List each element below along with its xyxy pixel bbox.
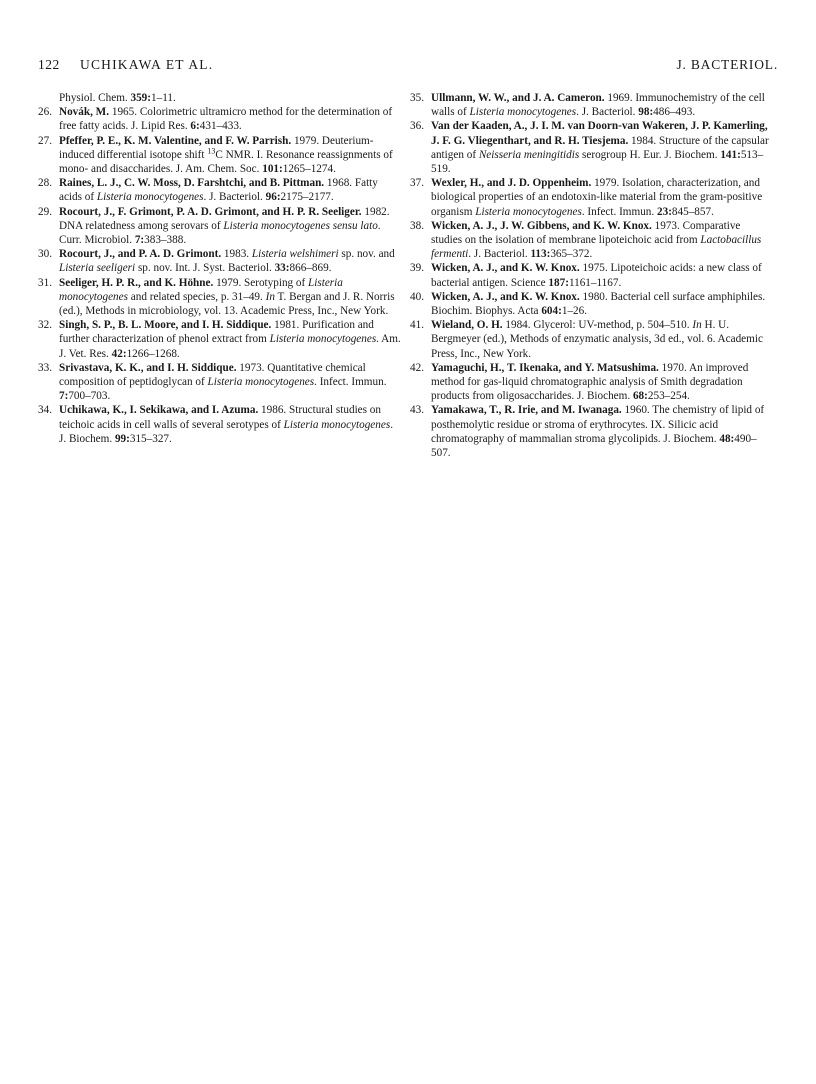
reference-text: 1984. Glycerol: UV-method, p. 504–510. [502,319,693,332]
reference-text: 1161–1167. [568,276,622,289]
reference-text: 1979. Deuterium-induced differential isotope shift [59,134,374,161]
reference-text: . J. Biochem. [59,418,393,445]
reference-text: . J. Bacteriol. [203,191,266,204]
reference-bold-text: 187: [548,276,569,289]
page-number: 122 [38,57,60,72]
reference-bold-text: Yamaguchi, H., T. Ikenaka, and Y. Matsushima. [431,361,659,374]
reference-text: 253–254. [647,390,690,403]
reference-text: 431–433. [199,120,242,133]
reference-italic-text: Listeria monocytogenes [269,333,377,346]
reference-bold-text: Uchikawa, K., I. Sekikawa, and I. Azuma. [59,404,259,417]
reference-text: 1982. DNA relatedness among serovars of [59,205,390,232]
reference-number: 43. [410,404,424,417]
reference-bold-text: 98: [638,106,654,119]
reference-bold-text: 7: [59,390,69,403]
reference-bold-text: Wieland, O. H. [431,319,503,332]
references-left-column [40,91,402,446]
reference-text: 13 [207,146,216,156]
running-head-journal: J. BACTERIOL. [676,57,778,72]
reference-text: 1981. Purification and further characterization of phenol extract from [59,319,374,346]
reference-entry [40,247,402,275]
reference-entry [412,318,774,361]
reference-entry [412,119,774,176]
reference-number: 37. [410,177,424,190]
reference-entry [40,276,402,319]
reference-text: 1980. Bacterial cell surface amphiphiles. Biochim. Biophys. Acta [431,290,766,318]
reference-bold-text: 101: [262,163,283,176]
reference-entry [40,134,402,177]
reference-bold-text: Seeliger, H. P. R., and K. Höhne. [59,276,214,289]
reference-text: 1986. Structural studies on teichoic acids in cell walls of several serotypes of [59,404,381,431]
reference-number: 28. [38,177,52,190]
reference-bold-text: 113: [530,248,551,261]
reference-text: 1970. An improved method for gas-liquid chromatographic analysis of Smith degradation products from oligosaccharides. J. Biochem. [431,361,749,403]
reference-text: sp. nov. Int. J. Syst. Bacteriol. [135,262,275,275]
reference-text: 1983. [221,248,252,261]
reference-text: . J. Bacteriol. [468,248,531,261]
reference-bold-text: Wexler, H., and J. D. Oppenheim. [431,177,592,190]
reference-number: 33. [38,361,52,374]
reference-text: 383–388. [144,234,187,247]
reference-text: H. U. Bergmeyer (ed.), Methods of enzymatic analysis, 3d ed., vol. 6. Academic Press, Inc., New York. [431,319,763,360]
reference-text: T. Bergan and J. R. Norris (ed.), Methods in microbiology, vol. 13. Academic Press, Inc., New York. [59,290,395,318]
reference-text: 1984. Structure of the capsular antigen of [431,134,769,161]
reference-text: 1266–1268. [126,347,180,360]
reference-text: 1–11. [151,92,176,104]
reference-entry [40,361,402,404]
reference-bold-text: Srivastava, K. K., and I. H. Siddique. [59,361,237,374]
reference-entry [40,403,402,446]
reference-text: . Curr. Microbiol. [59,219,381,247]
reference-text: 700–703. [68,390,111,403]
reference-text: 1973. Quantitative chemical composition of peptidoglycan of [59,361,366,389]
reference-text: and related species, p. 31–49. [127,290,266,303]
reference-number: 31. [38,276,52,289]
reference-text: 1979. Isolation, characterization, and biological properties of an endotoxin-like material from the gram-positive organism [431,177,763,218]
reference-bold-text: Ullmann, W. W., and J. A. Cameron. [431,92,605,104]
reference-number: 38. [410,219,424,232]
reference-italic-text: Listeria monocytogenes [96,191,204,204]
reference-number: 35. [410,92,424,104]
reference-text: 1965. Colorimetric ultramicro method for the determination of free fatty acids. J. Lipid Res. [59,106,393,133]
reference-italic-text: Listeria monocytogenes [207,376,315,389]
reference-bold-text: 99: [114,432,130,445]
reference-text: 1979. Serotyping of [213,276,309,289]
reference-text: 486–493. [653,106,696,119]
reference-number: 30. [38,248,52,261]
reference-bold-text: Wicken, A. J., J. W. Gibbens, and K. W. Knox. [431,219,652,232]
reference-text: 315–327. [129,432,172,445]
reference-bold-text: Pfeffer, P. E., K. M. Valentine, and F. W. Parrish. [59,134,292,147]
reference-entry [412,290,774,318]
reference-number: 41. [410,319,424,332]
reference-italic-text: Listeria monocytogenes [475,205,582,218]
reference-number: 29. [38,205,52,218]
reference-bold-text: Yamakawa, T., R. Irie, and M. Iwanaga. [431,404,622,417]
reference-italic-text: Listeria monocytogenes [283,418,391,431]
reference-text: 1960. The chemistry of lipid of posthemolytic residue or stroma of erythrocytes. IX. Silicic acid chromatography of mammalian stroma glycolipids. J. Biochem. [431,404,765,445]
reference-number: 40. [410,290,424,303]
reference-text: serogroup H. Eur. J. Biochem. [579,148,721,161]
reference-text: sp. nov. and [338,248,395,261]
reference-entry [40,105,402,133]
running-head-authors: UCHIKAWA ET AL. [80,57,214,72]
reference-number: 34. [38,404,52,417]
reference-entry [412,176,774,219]
reference-text: C NMR. I. Resonance reassignments of mono- and disaccharides. J. Am. Chem. Soc. [59,148,393,176]
reference-bold-text: Van der Kaaden, A., J. I. M. van Doorn-van Wakeren, J. P. Kamerling, J. F. G. Vliegenthart, and R. H. Tiesjema. [431,120,768,147]
reference-number: 36. [410,120,424,133]
reference-number: 39. [410,262,424,275]
reference-number: 42. [410,361,424,374]
reference-bold-text: 604: [541,305,562,318]
reference-italic-text: Listeria welshimeri [251,248,339,261]
reference-bold-text: Wicken, A. J., and K. W. Knox. [431,262,580,275]
reference-bold-text: Singh, S. P., B. L. Moore, and I. H. Siddique. [59,319,272,332]
reference-text: 513–519. [431,148,764,176]
reference-entry [412,361,774,404]
reference-italic-text: In [692,319,702,332]
reference-italic-text: Lactobacillus fermenti [431,234,762,261]
reference-text: 1973. Comparative studies on the isolation of membrane lipoteichoic acid from [431,219,741,247]
reference-text: 365–372. [550,248,593,261]
reference-entry [412,219,774,262]
reference-text: 1969. Immunochemistry of the cell walls of [431,92,765,119]
reference-text: . Am. J. Vet. Res. [59,333,401,360]
reference-bold-text: 48: [719,432,735,445]
reference-bold-text: Rocourt, J., F. Grimont, P. A. D. Grimont, and H. P. R. Seeliger. [59,205,362,218]
reference-bold-text: 7: [134,234,145,247]
reference-italic-text: Listeria seeligeri [59,262,136,275]
reference-bold-text: 68: [632,390,648,403]
reference-entry [412,403,774,460]
reference-text: . Infect. Immun. [581,205,657,218]
reference-text: 1265–1274. [282,163,336,176]
reference-bold-text: 6: [190,120,200,133]
reference-italic-text: Listeria monocytogenes [469,106,577,119]
reference-bold-text: 96: [265,191,281,204]
reference-bold-text: Wicken, A. J., and K. W. Knox. [431,290,580,303]
reference-text: 1968. Fatty acids of [59,177,378,204]
reference-entry [40,205,402,248]
reference-italic-text: In [265,290,275,303]
reference-italic-text: Listeria monocytogenes [59,276,343,303]
reference-entry [40,318,402,361]
reference-bold-text: 359: [130,92,151,104]
reference-bold-text: 23: [657,205,672,218]
reference-italic-text: Listeria monocytogenes sensu lato [223,219,378,232]
reference-text: 490–507. [431,432,757,460]
reference-text: 2175–2177. [280,191,334,204]
reference-entry [40,176,402,204]
reference-bold-text: 33: [274,262,290,275]
reference-number: 32. [38,319,52,332]
running-header [38,57,778,77]
reference-bold-text: 141: [720,148,741,161]
reference-text: 1–26. [561,305,588,318]
reference-entry [412,261,774,289]
reference-text: Physiol. Chem. [59,92,131,104]
reference-number: 26. [38,106,52,119]
reference-text: . Infect. Immun. [314,376,387,389]
reference-bold-text: 42: [111,347,127,360]
reference-entry [412,91,774,119]
reference-bold-text: Rocourt, J., and P. A. D. Grimont. [59,248,222,261]
reference-text: . J. Bacteriol. [576,106,639,119]
reference-entry [40,91,402,105]
reference-text: 1975. Lipoteichoic acids: a new class of bacterial antigen. Science [431,262,762,289]
reference-bold-text: Novák, M. [59,106,110,119]
reference-text: 866–869. [289,262,332,275]
reference-bold-text: Raines, L. J., C. W. Moss, D. Farshtchi, and B. Pittman. [59,177,325,190]
reference-italic-text: Neisseria meningitidis [478,148,580,161]
reference-text: 845–857. [671,205,714,218]
reference-number: 27. [38,134,52,147]
references-right-column [412,91,774,460]
